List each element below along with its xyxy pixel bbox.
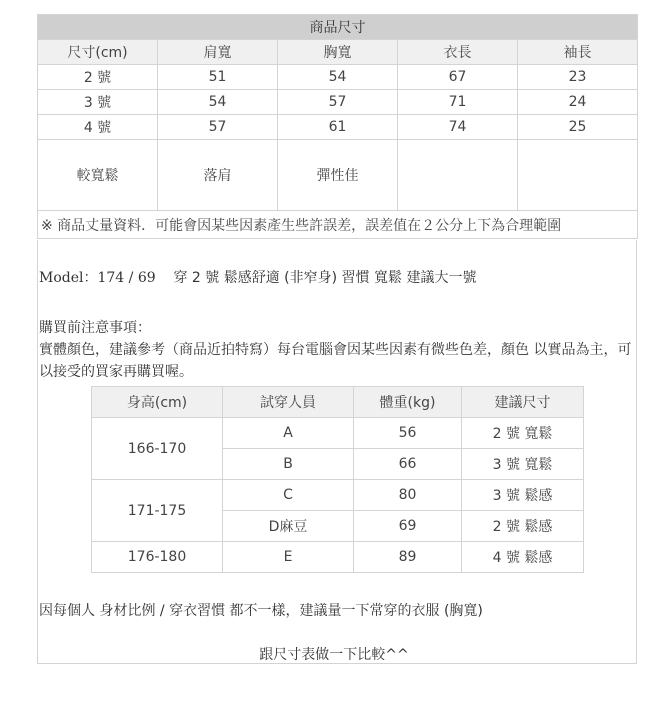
table-cell: 51 xyxy=(158,65,278,90)
table-cell: 61 xyxy=(278,115,398,140)
model-info xyxy=(39,267,476,287)
table-cell: 3 號 寬鬆 xyxy=(462,449,584,480)
measurement-warning-row xyxy=(38,211,638,239)
height-range: 171-175 xyxy=(92,480,223,542)
header-sleeve: 袖長 xyxy=(518,40,638,65)
header-recommended-size: 建議尺寸 xyxy=(462,387,584,418)
table-row xyxy=(38,115,638,140)
header-chest: 胸寬 xyxy=(278,40,398,65)
table-row xyxy=(38,90,638,115)
table-cell: 57 xyxy=(158,115,278,140)
table-cell: 2 號 鬆感 xyxy=(462,511,584,542)
notice-body: 實體顏色，建議參考（商品近拍特寫）每台電腦會因某些因素有微些色差，顏色 以實品為主，可以接受的買家再購買喔。 xyxy=(39,342,632,380)
header-size: 尺寸(cm) xyxy=(38,40,158,65)
fit-note: 彈性佳 xyxy=(278,140,398,211)
header-shoulder: 肩寬 xyxy=(158,40,278,65)
header-length: 衣長 xyxy=(398,40,518,65)
table-cell: 67 xyxy=(398,65,518,90)
measurement-warning: ※ 商品丈量資料．可能會因某些因素產生些許誤差，誤差值在２公分上下為合理範圍 xyxy=(38,211,638,239)
table-cell: 4 號 xyxy=(38,115,158,140)
table-cell: 54 xyxy=(278,65,398,90)
table-cell: A xyxy=(223,418,354,449)
purchase-notice xyxy=(39,317,637,383)
table-cell: 69 xyxy=(354,511,462,542)
table-cell: 4 號 鬆感 xyxy=(462,542,584,573)
table-cell: C xyxy=(223,480,354,511)
table-cell: 56 xyxy=(354,418,462,449)
table-cell: 74 xyxy=(398,115,518,140)
model-label: Model：174 / 69 xyxy=(39,270,156,286)
fit-note: 較寬鬆 xyxy=(38,140,158,211)
header-tester: 試穿人員 xyxy=(223,387,354,418)
table-cell: 89 xyxy=(354,542,462,573)
height-range: 166-170 xyxy=(92,418,223,480)
table-cell: 2 號 xyxy=(38,65,158,90)
fit-header-row xyxy=(92,387,584,418)
table-row xyxy=(92,480,584,511)
table-cell: 80 xyxy=(354,480,462,511)
size-chart-table xyxy=(37,14,638,239)
fit-note xyxy=(518,140,638,211)
size-chart-title: 商品尺寸 xyxy=(38,15,638,40)
table-cell: 57 xyxy=(278,90,398,115)
table-cell: 71 xyxy=(398,90,518,115)
fit-note xyxy=(398,140,518,211)
table-cell: 54 xyxy=(158,90,278,115)
model-description: 穿 2 號 鬆感舒適 (非窄身) 習慣 寬鬆 建議大一號 xyxy=(173,270,477,286)
table-cell: 23 xyxy=(518,65,638,90)
table-cell: B xyxy=(223,449,354,480)
header-weight: 體重(kg) xyxy=(354,387,462,418)
table-cell: 3 號 xyxy=(38,90,158,115)
fit-table xyxy=(91,386,584,573)
table-cell: 25 xyxy=(518,115,638,140)
table-cell: E xyxy=(223,542,354,573)
compare-tip: 跟尺寸表做一下比較^^ xyxy=(259,647,409,663)
fit-note: 落肩 xyxy=(158,140,278,211)
measure-tip: 因每個人 身材比例 / 穿衣習慣 都不一樣，建議量一下常穿的衣服 (胸寬) xyxy=(39,603,483,619)
size-chart-title-row xyxy=(38,15,638,40)
table-row xyxy=(92,542,584,573)
table-cell: 24 xyxy=(518,90,638,115)
size-chart-header-row xyxy=(38,40,638,65)
height-range: 176-180 xyxy=(92,542,223,573)
header-height: 身高(cm) xyxy=(92,387,223,418)
table-cell: D麻豆 xyxy=(223,511,354,542)
table-row xyxy=(38,65,638,90)
fit-notes-row xyxy=(38,140,638,211)
table-cell: 2 號 寬鬆 xyxy=(462,418,584,449)
notice-heading: 購買前注意事項： xyxy=(39,320,151,336)
table-cell: 66 xyxy=(354,449,462,480)
table-cell: 3 號 鬆感 xyxy=(462,480,584,511)
table-row xyxy=(92,418,584,449)
